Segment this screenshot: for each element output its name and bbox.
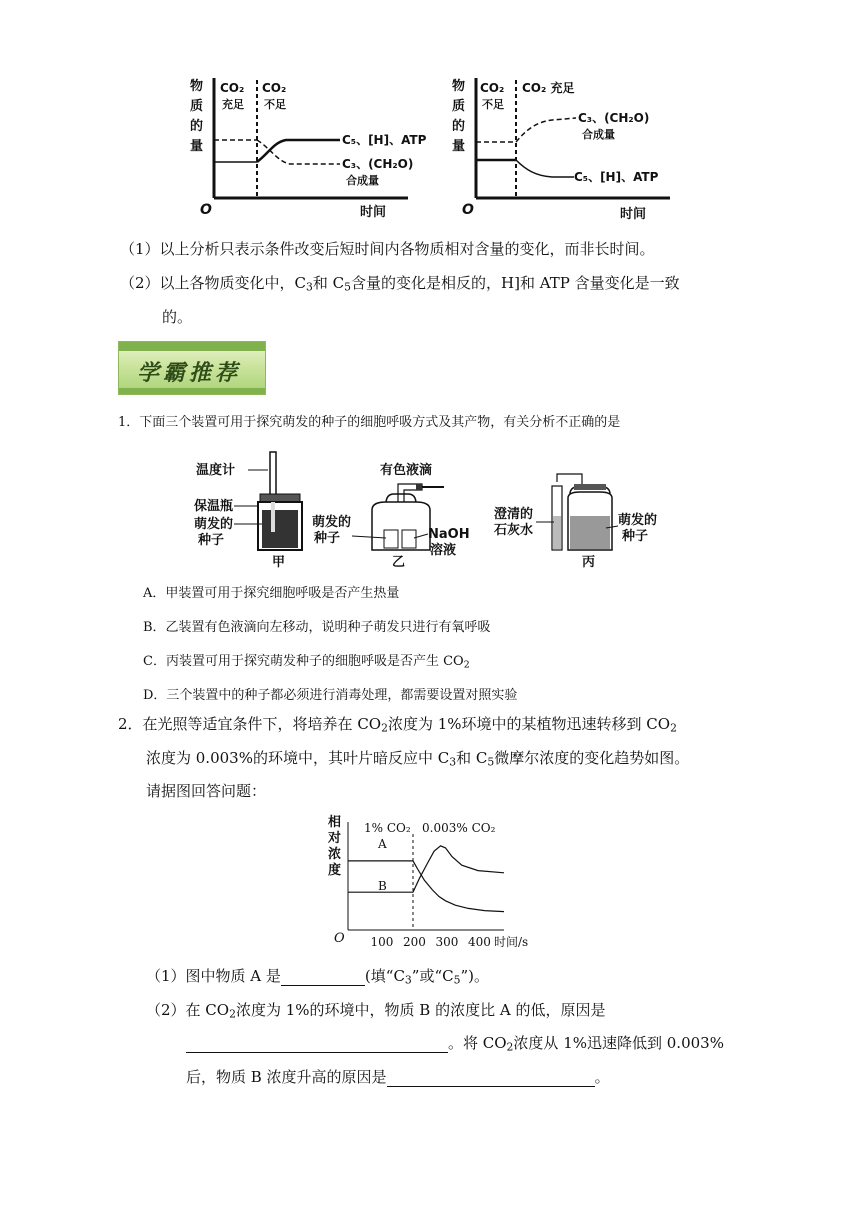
left-origin: O: [200, 202, 212, 218]
banner-text: 学霸推荐: [137, 361, 242, 386]
right-region2: CO₂ 充足: [522, 81, 575, 95]
series-a-line: [348, 861, 504, 912]
label-yi: 乙: [392, 555, 406, 570]
left-region1-l1: CO₂: [220, 81, 245, 95]
right-ylabel-3: 的: [452, 119, 466, 134]
x-tick-100: 100: [370, 935, 394, 949]
chart-ticks: [371, 935, 491, 949]
right-region1-l2: 不足: [482, 98, 504, 111]
right-origin: O: [462, 202, 474, 218]
right-xlabel: 时间: [620, 207, 647, 222]
left-ylabel-4: 量: [190, 139, 204, 154]
q1-apparatus-figure: [190, 446, 690, 570]
apparatus-bing: [494, 474, 657, 570]
q2-line-1: 2．在光照等适宜条件下，将培养在 $CO_2$浓度为 1%环境中的某植物迅速转移到 $CO_2$: [118, 715, 677, 735]
q2-concentration-chart: [322, 812, 529, 952]
q2-line-2: 浓度为 0.003%的环境中，其叶片暗反应中 $C_3$和 $C_5$微摩尔浓度的变化趋势如图。: [146, 749, 690, 769]
section-banner: [118, 341, 266, 395]
right-upper-curve-label-l1: C₃、(CH₂O): [578, 111, 650, 125]
right-upper-curve-label-l2: 合成量: [582, 128, 615, 141]
chart-ylabel-4: 度: [328, 863, 342, 878]
left-lower-curve-label-l2: 合成量: [346, 174, 379, 187]
note-2-cont: 的。: [162, 308, 193, 326]
colored-drop-label: 有色液滴: [380, 463, 433, 478]
left-upper-curve-label: C₅、[H]、ATP: [342, 133, 427, 147]
seeds-b-l2: 种子: [314, 531, 341, 546]
left-region1-l2: 充足: [222, 98, 244, 111]
series-b-line: [348, 846, 504, 892]
naoh-l1: NaOH: [428, 527, 470, 542]
right-ylabel-4: 量: [452, 139, 466, 154]
chart-region-2: 0.003% CO₂: [422, 821, 496, 835]
apparatus-jia: [194, 452, 302, 570]
answer-blank-1[interactable]: [281, 969, 365, 986]
q1-option-b: B．乙装置有色液滴向左移动，说明种子萌发只进行有氧呼吸: [143, 620, 491, 635]
seeds-a-l2: 种子: [198, 533, 225, 548]
q1-stem: 1．下面三个装置可用于探究萌发的种子的细胞呼吸方式及其产物，有关分析不正确的是: [118, 415, 621, 430]
label-bing: 丙: [582, 555, 596, 570]
x-tick-400: 400: [468, 935, 491, 949]
thermos-label: 保温瓶: [194, 499, 234, 514]
seeds-c-l1: 萌发的: [618, 513, 658, 528]
q2-sub-2: （2）在 $CO_2$浓度为 1%的环境中，物质 B 的浓度比 A 的低，原因是: [146, 1001, 606, 1021]
left-ylabel-3: 的: [190, 119, 204, 134]
q1-option-c: C．丙装置可用于探究萌发种子的细胞呼吸是否产生 $CO_2$: [143, 654, 470, 671]
chart-xlabel: 时间/s: [494, 935, 529, 949]
left-ylabel-2: 质: [190, 99, 204, 114]
answer-blank-2[interactable]: [186, 1036, 448, 1053]
left-ylabel-1: 物: [190, 79, 204, 94]
seeds-c-l2: 种子: [622, 529, 649, 544]
left-region2-l2: 不足: [264, 98, 286, 111]
chart-ylabel-3: 浓: [328, 847, 342, 862]
left-region2-l1: CO₂: [262, 81, 287, 95]
right-figure: [452, 78, 670, 222]
left-figure: [190, 78, 427, 220]
series-a-label: A: [378, 837, 387, 851]
q2-sub-1: （1）图中物质 A 是 (填“$C_3$”或“$C_5$”)。: [146, 967, 490, 987]
top-figures: [190, 70, 670, 225]
q1-option-d: D．三个装置中的种子都必须进行消毒处理，都需要设置对照实验: [143, 688, 518, 703]
limewater-l2: 石灰水: [494, 523, 534, 538]
note-1: （1）以上分析只表示条件改变后短时间内各物质相对含量的变化，而非长时间。: [120, 240, 655, 258]
limewater-l1: 澄清的: [494, 507, 534, 522]
chart-ylabel-1: 相: [328, 815, 342, 830]
q2-line-3: 请据图回答问题：: [146, 782, 267, 800]
series-b-label: B: [378, 879, 387, 893]
x-tick-300: 300: [435, 935, 459, 949]
seeds-b-l1: 萌发的: [312, 515, 352, 530]
left-xlabel: 时间: [360, 205, 387, 220]
right-ylabel-2: 质: [452, 99, 466, 114]
q2-sub-2-line3: 后，物质 B 浓度升高的原因是 。: [186, 1068, 610, 1086]
chart-region-1: 1% CO₂: [364, 821, 411, 835]
apparatus-yi: [312, 462, 470, 570]
answer-blank-3[interactable]: [387, 1070, 595, 1087]
chart-ylabel-2: 对: [328, 831, 342, 846]
right-region1-l1: CO₂: [480, 81, 505, 95]
q2-sub-2-line2: 。将 $CO_2$浓度从 1%迅速降低到 0.003%: [186, 1033, 724, 1053]
thermometer-label: 温度计: [196, 463, 236, 478]
naoh-l2: 溶液: [430, 543, 457, 558]
label-jia: 甲: [272, 555, 286, 570]
right-lower-curve-label: C₅、[H]、ATP: [574, 170, 659, 184]
seeds-a-l1: 萌发的: [194, 517, 234, 532]
q1-option-a: A．甲装置可用于探究细胞呼吸是否产生热量: [143, 586, 400, 601]
right-ylabel-1: 物: [452, 79, 466, 94]
x-tick-200: 200: [403, 935, 426, 949]
chart-origin: O: [334, 931, 345, 946]
note-2: （2）以上各物质变化中，$C_3$和 $C_5$含量的变化是相反的，H]和 ATP 含量变化是一致: [120, 274, 680, 294]
left-lower-curve-label-l1: C₃、(CH₂O): [342, 157, 414, 171]
